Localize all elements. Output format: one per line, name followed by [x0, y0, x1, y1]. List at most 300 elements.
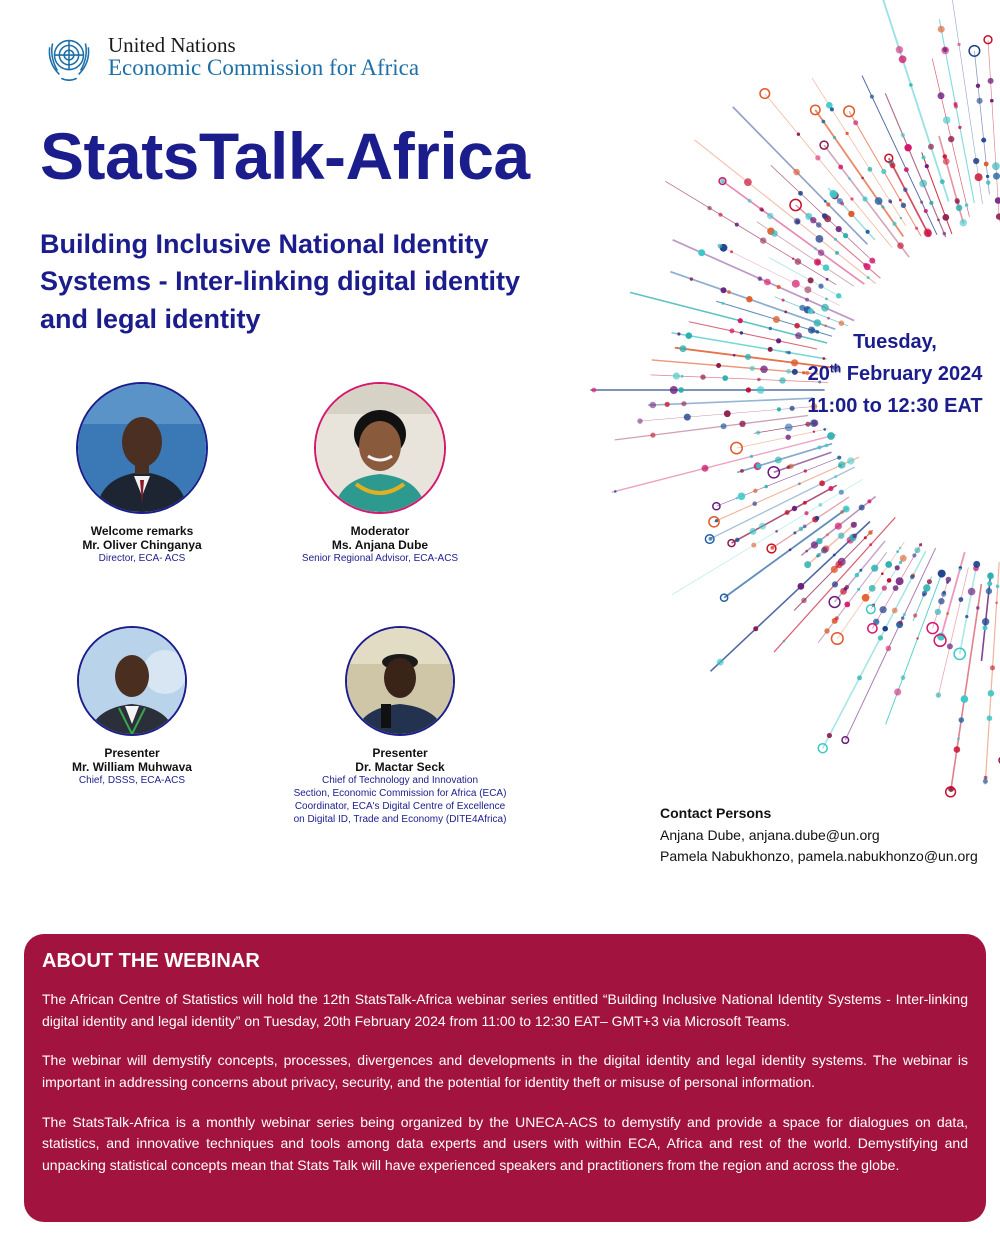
dataviz-spoke: [612, 435, 836, 493]
dataviz-dot: [614, 490, 617, 493]
dataviz-dot: [992, 162, 1000, 170]
dataviz-dot: [850, 197, 853, 200]
dataviz-dot: [895, 565, 900, 570]
dataviz-dot: [983, 779, 988, 784]
dataviz-dot: [799, 305, 805, 311]
dataviz-dot: [892, 608, 898, 614]
dataviz-dot: [748, 199, 752, 203]
dataviz-dot: [815, 155, 820, 160]
dataviz-dot: [735, 538, 740, 543]
dataviz-dot: [919, 180, 927, 188]
dataviz-dot: [681, 375, 684, 378]
dataviz-dot: [958, 126, 961, 129]
dataviz-dot: [789, 549, 792, 552]
dataviz-dot: [885, 561, 892, 568]
dataviz-dot: [756, 431, 760, 435]
speaker-photo-icon: [76, 382, 208, 514]
dataviz-dot: [935, 609, 941, 615]
dataviz-spoke: [724, 508, 848, 598]
dataviz-dot: [957, 43, 960, 46]
dataviz-dot: [954, 746, 961, 753]
dataviz-dot: [818, 249, 825, 256]
speaker-role: Welcome remarks: [90, 524, 194, 538]
dataviz-dot: [771, 230, 778, 237]
dataviz-dot: [805, 550, 808, 553]
dataviz-dot: [940, 179, 945, 184]
speaker-title: on Digital ID, Trade and Economy (DITE4Africa): [293, 814, 507, 825]
dataviz-dot: [887, 578, 892, 583]
dataviz-dot: [890, 163, 896, 169]
dataviz-dot: [866, 230, 870, 234]
org-header: [40, 28, 419, 86]
dataviz-dot: [847, 457, 854, 464]
dataviz-dot: [868, 530, 872, 534]
dataviz-dot: [721, 287, 727, 293]
dataviz-dot: [990, 665, 995, 670]
dataviz-dot: [973, 158, 979, 164]
webinar-subtitle: Building Inclusive National Identity Systems - Inter-linking digital identity and legal identity: [40, 229, 521, 334]
dataviz-dot: [938, 570, 946, 578]
dataviz-dot: [922, 156, 926, 160]
dataviz-dot: [915, 227, 918, 230]
speaker-title: Director, ECA- ACS: [98, 553, 186, 564]
dataviz-dot: [764, 485, 768, 489]
dataviz-ring: [721, 594, 728, 601]
dataviz-dot: [822, 213, 827, 218]
dataviz-dot: [718, 244, 723, 249]
speaker-title: Chief, DSSS, ECA-ACS: [78, 775, 186, 786]
about-heading: ABOUT THE WEBINAR: [42, 950, 260, 972]
dataviz-dot: [680, 345, 687, 352]
dataviz-dot: [670, 386, 678, 394]
dataviz-dot: [938, 92, 945, 99]
dataviz-dot: [901, 675, 906, 680]
speaker-name: Dr. Mactar Seck: [355, 760, 445, 774]
dataviz-dot: [896, 577, 904, 585]
dataviz-dot: [903, 613, 906, 616]
speaker-role: Moderator: [350, 524, 410, 538]
dataviz-dot: [804, 469, 807, 472]
dataviz-dot: [808, 277, 814, 283]
dataviz-dot: [912, 553, 916, 557]
dataviz-dot: [767, 213, 774, 220]
dataviz-dot: [898, 621, 902, 625]
dataviz-spoke: [665, 181, 836, 284]
dataviz-dot: [818, 503, 822, 507]
dataviz-dot: [810, 217, 816, 223]
dataviz-dot: [927, 579, 932, 584]
dataviz-dot: [901, 133, 905, 137]
dataviz-dot: [782, 299, 785, 302]
dataviz-dot: [836, 226, 842, 232]
dataviz-dot: [960, 219, 967, 226]
dataviz-dot: [990, 99, 994, 103]
dataviz-dot: [843, 506, 850, 513]
speaker-role: Presenter: [104, 746, 160, 760]
dataviz-dot: [794, 218, 801, 225]
dataviz-dot: [783, 640, 786, 643]
dataviz-dot: [861, 177, 864, 180]
dataviz-dot: [715, 519, 718, 522]
org-commission: Economic Commission for Africa: [108, 54, 420, 80]
speaker-name: Mr. Oliver Chinganya: [82, 538, 202, 552]
contact-persons: [660, 803, 978, 868]
dataviz-dot: [702, 465, 709, 472]
dataviz-spoke: [951, 584, 982, 792]
dataviz-dot: [913, 613, 917, 617]
dataviz-dot: [904, 167, 909, 172]
dataviz-dot: [925, 164, 929, 168]
event-day: Tuesday,: [853, 331, 937, 353]
dataviz-dot: [798, 191, 803, 196]
dataviz-dot: [825, 444, 829, 448]
speaker-card-welcome: [32, 382, 252, 565]
about-paragraph: The African Centre of Statistics will hold the 12th StatsTalk-Africa webinar series entitled “Building Inclusive National Identity Systems - Inter-linking digital identity and legal identity” on Tuesday, 20th February 2024 from 11:00 to 12:30 EAT– GMT+3 via Microsoft Teams.: [42, 991, 968, 1029]
dataviz-dot: [686, 332, 693, 339]
dataviz-dot: [777, 407, 781, 411]
dataviz-dot: [900, 555, 907, 562]
dataviz-dot: [816, 538, 822, 544]
dataviz-dot: [986, 175, 989, 178]
dataviz-dot: [924, 228, 932, 236]
dataviz-dot: [852, 534, 857, 539]
dataviz-dot: [698, 249, 705, 256]
dataviz-dot: [792, 258, 794, 260]
dataviz-dot: [977, 98, 983, 104]
dataviz-dot: [860, 569, 863, 572]
dataviz-dot: [592, 388, 597, 393]
dataviz-dot: [862, 196, 867, 201]
dataviz-dot: [870, 95, 874, 99]
dataviz-dot: [798, 583, 805, 590]
dataviz-dot: [830, 190, 838, 198]
dataviz-dot: [988, 690, 995, 697]
dataviz-dot: [777, 285, 781, 289]
dataviz-spoke: [648, 398, 814, 405]
un-emblem-icon: [40, 28, 98, 86]
dataviz-dot: [751, 543, 756, 548]
dataviz-dot: [899, 547, 902, 550]
dataviz-dot: [761, 208, 764, 211]
dataviz-dot: [804, 286, 811, 293]
dataviz-dot: [955, 198, 960, 203]
dataviz-dot: [740, 469, 744, 473]
dataviz-dot: [900, 217, 902, 219]
dataviz-dot: [818, 284, 823, 289]
dataviz-spoke: [974, 51, 989, 194]
dataviz-dot: [943, 47, 948, 52]
dataviz-dot: [838, 533, 844, 539]
dataviz-dot: [803, 501, 807, 505]
dataviz-dot: [996, 585, 1000, 589]
dataviz-dot: [738, 318, 743, 323]
dataviz-dot: [750, 455, 753, 458]
dataviz-dot: [792, 369, 798, 375]
dataviz-dot: [947, 643, 953, 649]
dataviz-dot: [828, 486, 833, 491]
dataviz-dot: [837, 198, 843, 204]
dataviz-dot: [801, 598, 807, 604]
org-name: United Nations: [108, 32, 236, 57]
speaker-title: Chief of Technology and Innovation: [321, 775, 479, 786]
dataviz-dot: [948, 136, 954, 142]
dataviz-dot: [730, 328, 735, 333]
dataviz-spoke: [982, 575, 991, 661]
dataviz-dot: [901, 616, 904, 619]
dataviz-dot: [678, 387, 684, 393]
dataviz-dot: [881, 169, 886, 174]
dataviz-dot: [975, 173, 983, 181]
dataviz-dot: [868, 167, 873, 172]
dataviz-dot: [787, 466, 790, 469]
dataviz-dot: [816, 235, 824, 243]
dataviz-dot: [805, 298, 809, 302]
dataviz-spoke: [960, 562, 977, 654]
dataviz-dot: [814, 259, 821, 266]
dataviz-dot: [838, 165, 843, 170]
dataviz-dot: [922, 593, 926, 597]
dataviz-dot: [720, 179, 725, 184]
dataviz-dot: [827, 432, 835, 440]
dataviz-dot: [753, 626, 758, 631]
dataviz-dot: [937, 219, 940, 222]
contact-line: Anjana Dube, anjana.dube@un.org: [660, 826, 880, 843]
dataviz-dot: [961, 695, 969, 703]
dataviz-dot: [924, 209, 928, 213]
dataviz-dot: [965, 615, 968, 618]
dataviz-dot: [995, 602, 998, 605]
dataviz-dot: [835, 616, 839, 620]
dataviz-dot: [838, 464, 842, 468]
dataviz-dot: [910, 575, 915, 580]
dataviz-dot: [909, 83, 913, 87]
dataviz-dot: [700, 374, 705, 379]
dataviz-dot: [844, 602, 850, 608]
dataviz-dot: [892, 222, 896, 226]
dataviz-dot: [882, 626, 888, 632]
dataviz-dot: [976, 606, 980, 610]
page-title: StatsTalk-Africa: [40, 119, 530, 193]
dataviz-dot: [869, 543, 872, 546]
dataviz-dot: [819, 480, 825, 486]
dataviz-dot: [869, 258, 875, 264]
dataviz-dot: [746, 387, 751, 392]
dataviz-dot: [993, 173, 1000, 180]
dataviz-dot: [943, 158, 950, 165]
dataviz-dot: [803, 525, 807, 529]
dataviz-dot: [785, 424, 793, 432]
dataviz-dot: [786, 369, 791, 374]
dataviz-dot: [721, 423, 727, 429]
dataviz-dot: [983, 625, 988, 630]
dataviz-dot: [839, 490, 844, 495]
dataviz-dot: [817, 553, 821, 557]
dataviz-dot: [844, 587, 848, 591]
dataviz-dot: [954, 102, 958, 106]
dataviz-dot: [752, 501, 757, 506]
dataviz-dot: [943, 232, 947, 236]
dataviz-dot: [677, 332, 680, 335]
dataviz-dot: [816, 222, 822, 228]
dataviz-dot: [988, 78, 994, 84]
dataviz-dot: [721, 302, 724, 305]
dataviz-dot: [791, 359, 798, 366]
dataviz-dot: [928, 144, 934, 150]
dataviz-dot: [864, 536, 867, 539]
dataviz-dot: [880, 606, 887, 613]
dataviz-dot: [903, 188, 908, 193]
dataviz-dot: [746, 296, 752, 302]
dataviz-dot: [920, 201, 923, 204]
dataviz-dot: [832, 581, 838, 587]
dataviz-dot: [897, 242, 904, 249]
event-date: 20th February 2024: [807, 361, 983, 385]
dataviz-dot: [836, 293, 841, 298]
dataviz-dot: [716, 363, 721, 368]
dataviz-dot: [987, 573, 994, 580]
dataviz-dot: [886, 646, 892, 652]
dataviz-dot: [923, 584, 930, 591]
dataviz-dot: [968, 588, 976, 596]
dataviz-dot: [835, 561, 842, 568]
dataviz-dot: [825, 298, 828, 301]
dataviz-dot: [942, 214, 949, 221]
speaker-title: Section, Economic Commission for Africa (ECA): [293, 788, 507, 799]
dataviz-dot: [787, 351, 791, 355]
dataviz-dot: [901, 203, 906, 208]
speaker-role: Presenter: [372, 746, 428, 760]
dataviz-dot: [793, 169, 800, 176]
dataviz-dot: [904, 144, 911, 151]
dataviz-dot: [863, 263, 868, 268]
dataviz-dot: [987, 581, 992, 586]
dataviz-dot: [744, 178, 752, 186]
dataviz-dot: [959, 568, 962, 571]
dataviz-dot: [813, 431, 815, 433]
dataviz-dot: [867, 276, 870, 279]
dataviz-dot: [938, 26, 945, 33]
dataviz-dot: [878, 635, 883, 640]
dataviz-dot: [881, 572, 884, 575]
dataviz-dot: [835, 523, 842, 530]
dataviz-dot: [814, 247, 817, 250]
dataviz-dot: [650, 433, 655, 438]
about-paragraph: The StatsTalk-Africa is a monthly webinar series being organized by the UNECA-ACS to demystify and provide a space for dialogues on data, statistics, and innovative techniques and tools among data experts and users with within ECA, Africa and rest of the world. Demystifying and unpacking statistical concepts mean that Stats Talk will have experienced speakers and practitioners from the region and across the globe.: [42, 1113, 968, 1174]
dataviz-dot: [739, 421, 745, 427]
speaker-photo-icon: [345, 626, 455, 736]
dataviz-dot: [875, 197, 883, 205]
speaker-photo-icon: [77, 626, 187, 736]
dataviz-dot: [821, 304, 829, 312]
dataviz-dot: [799, 527, 804, 532]
dataviz-dot: [684, 414, 691, 421]
dataviz-dot: [843, 233, 848, 238]
dataviz-dot: [826, 533, 829, 536]
dataviz-dot: [916, 637, 918, 639]
dataviz-dot: [946, 612, 949, 615]
dataviz-dot: [982, 618, 989, 625]
dataviz-dot: [965, 203, 968, 206]
dataviz-dot: [775, 530, 778, 533]
dataviz-dot: [770, 546, 774, 550]
dataviz-dot: [914, 547, 920, 553]
dataviz-dot: [986, 588, 992, 594]
dataviz-dot: [769, 327, 772, 330]
dataviz-dot: [798, 482, 801, 485]
dataviz-dot: [792, 506, 797, 511]
dataviz-dot: [871, 565, 878, 572]
dataviz-dot: [919, 543, 922, 546]
dataviz-dot: [758, 276, 763, 281]
dataviz-dot: [817, 446, 821, 450]
dataviz-dot: [822, 120, 826, 124]
dataviz-dot: [857, 675, 862, 680]
dataviz-dot: [827, 317, 830, 320]
speaker-card-moderator: [270, 382, 490, 565]
dataviz-dot: [896, 550, 899, 553]
dataviz-dot: [784, 311, 787, 314]
dataviz-ring: [760, 89, 770, 99]
dataviz-dot: [848, 177, 851, 180]
speaker-card-presenter-1: [32, 626, 232, 787]
dataviz-dot: [815, 516, 820, 521]
dataviz-spoke: [672, 479, 862, 594]
dataviz-dot: [804, 511, 808, 515]
dataviz-spoke: [723, 181, 865, 284]
dataviz-dot: [718, 213, 722, 217]
dataviz-dot: [756, 463, 761, 468]
dataviz-spoke: [615, 416, 809, 440]
dataviz-dot: [776, 338, 781, 343]
dataviz-dot: [768, 347, 773, 352]
dataviz-dot: [984, 162, 989, 167]
dataviz-dot: [936, 692, 941, 697]
dataviz-dot: [827, 733, 832, 738]
dataviz-dot: [757, 378, 761, 382]
contact-line: Pamela Nabukhonzo, pamela.nabukhonzo@un.org: [660, 848, 978, 865]
dataviz-dot: [826, 278, 829, 281]
dataviz-dot: [822, 545, 829, 552]
dataviz-dot: [946, 577, 952, 583]
dataviz-dot: [785, 510, 790, 515]
dataviz-dot: [793, 531, 796, 534]
dataviz-dot: [976, 84, 980, 88]
dataviz-spoke: [774, 452, 832, 472]
dataviz-dot: [779, 377, 785, 383]
dataviz-dot: [775, 457, 782, 464]
dataviz-dot: [888, 199, 892, 203]
dataviz-dot: [722, 375, 728, 381]
dataviz-dot: [862, 594, 870, 602]
about-webinar-panel: [24, 934, 986, 1222]
dataviz-dot: [834, 238, 837, 241]
dataviz-dot: [959, 597, 964, 602]
dataviz-dot: [757, 386, 765, 394]
dataviz-dot: [637, 418, 642, 423]
about-paragraph: The webinar will demystify concepts, processes, divergences and developments in the digital identity and legal identity systems. The webinar is important in addressing concerns about privacy, security, and the potential for identity theft or misuse of personal information.: [42, 1052, 968, 1091]
dataviz-dot: [835, 251, 839, 255]
dataviz-dot: [735, 223, 739, 227]
dataviz-dot: [848, 211, 854, 217]
event-datetime: [800, 326, 990, 422]
dataviz-dot: [759, 523, 766, 530]
speaker-photo-icon: [314, 382, 446, 514]
dataviz-dot: [824, 200, 827, 203]
dataviz-dot: [894, 688, 901, 695]
dataviz-dot: [851, 522, 857, 528]
dataviz-dot: [760, 237, 766, 243]
dataviz-dot: [899, 55, 907, 63]
